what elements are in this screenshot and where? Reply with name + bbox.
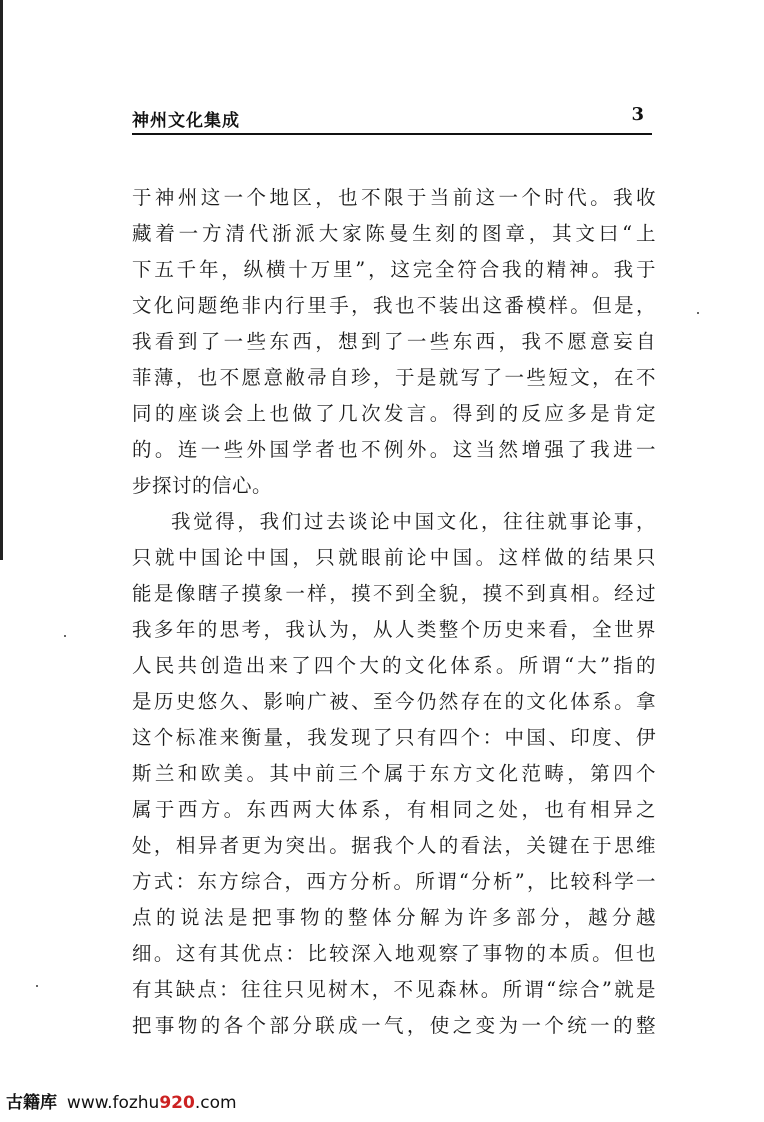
text-line: 斯兰和欧美。其中前三个属于东方文化范畴，第四个 (132, 762, 656, 785)
text-line: 只就中国论中国，只就眼前论中国。这样做的结果只 (132, 546, 656, 569)
body-text (132, 180, 656, 1044)
scan-speck (36, 985, 38, 987)
text-line: 藏着一方清代浙派大家陈曼生刻的图章，其文曰“上 (132, 222, 656, 245)
scan-speck (697, 312, 699, 314)
text-line: 能是像瞎子摸象一样，摸不到全貌，摸不到真相。经过 (132, 582, 656, 605)
scan-speck (64, 635, 66, 637)
text-line: 下五千年，纵横十万里”，这完全符合我的精神。我于 (132, 258, 656, 281)
text-line: 有其缺点：往往只见树木，不见森林。所谓“综合”就是 (132, 978, 656, 1001)
watermark-site-name: 古籍库 (6, 1093, 57, 1113)
text-line: 处，相异者更为突出。据我个人的看法，关键在于思维 (132, 834, 656, 857)
text-line-paragraph-start: 我觉得，我们过去谈论中国文化，往往就事论事， (171, 510, 656, 533)
text-line: 的。连一些外国学者也不例外。这当然增强了我进一 (132, 438, 656, 461)
text-line: 于神州这一个地区，也不限于当前这一个时代。我收 (132, 186, 656, 209)
page-number: 3 (631, 104, 644, 125)
text-line: 同的座谈会上也做了几次发言。得到的反应多是肯定 (132, 402, 656, 425)
text-line: 属于西方。东西两大体系，有相同之处，也有相异之 (132, 798, 656, 821)
watermark-url (67, 1093, 237, 1113)
watermark-url-accent: 920 (159, 1093, 195, 1113)
header-rule (132, 133, 652, 135)
text-line: 菲薄，也不愿意敝帚自珍，于是就写了一些短文，在不 (132, 366, 656, 389)
running-head (132, 104, 652, 132)
text-line: 我看到了一些东西，想到了一些东西，我不愿意妄自 (132, 330, 656, 353)
text-line: 这个标准来衡量，我发现了只有四个：中国、印度、伊 (132, 726, 656, 749)
text-line: 把事物的各个部分联成一气，使之变为一个统一的整 (132, 1014, 656, 1037)
watermark-url-prefix: www.fozhu (66, 1093, 160, 1113)
text-line-paragraph-end: 步探讨的信心。 (132, 474, 273, 497)
scan-left-edge (0, 0, 3, 560)
text-line: 方式：东方综合，西方分析。所谓“分析”，比较科学一 (132, 870, 656, 893)
watermark-footer (6, 1088, 237, 1113)
text-line: 点的说法是把事物的整体分解为许多部分，越分越 (132, 906, 656, 929)
watermark-url-suffix: .com (194, 1093, 237, 1113)
text-line: 文化问题绝非内行里手，我也不装出这番模样。但是， (132, 294, 656, 317)
text-line: 细。这有其优点：比较深入地观察了事物的本质。但也 (132, 942, 656, 965)
text-line: 我多年的思考，我认为，从人类整个历史来看，全世界 (132, 618, 656, 641)
text-line: 人民共创造出来了四个大的文化体系。所谓“大”指的 (132, 654, 656, 677)
text-line: 是历史悠久、影响广被、至今仍然存在的文化体系。拿 (132, 690, 656, 713)
book-title: 神州文化集成 (132, 111, 240, 131)
